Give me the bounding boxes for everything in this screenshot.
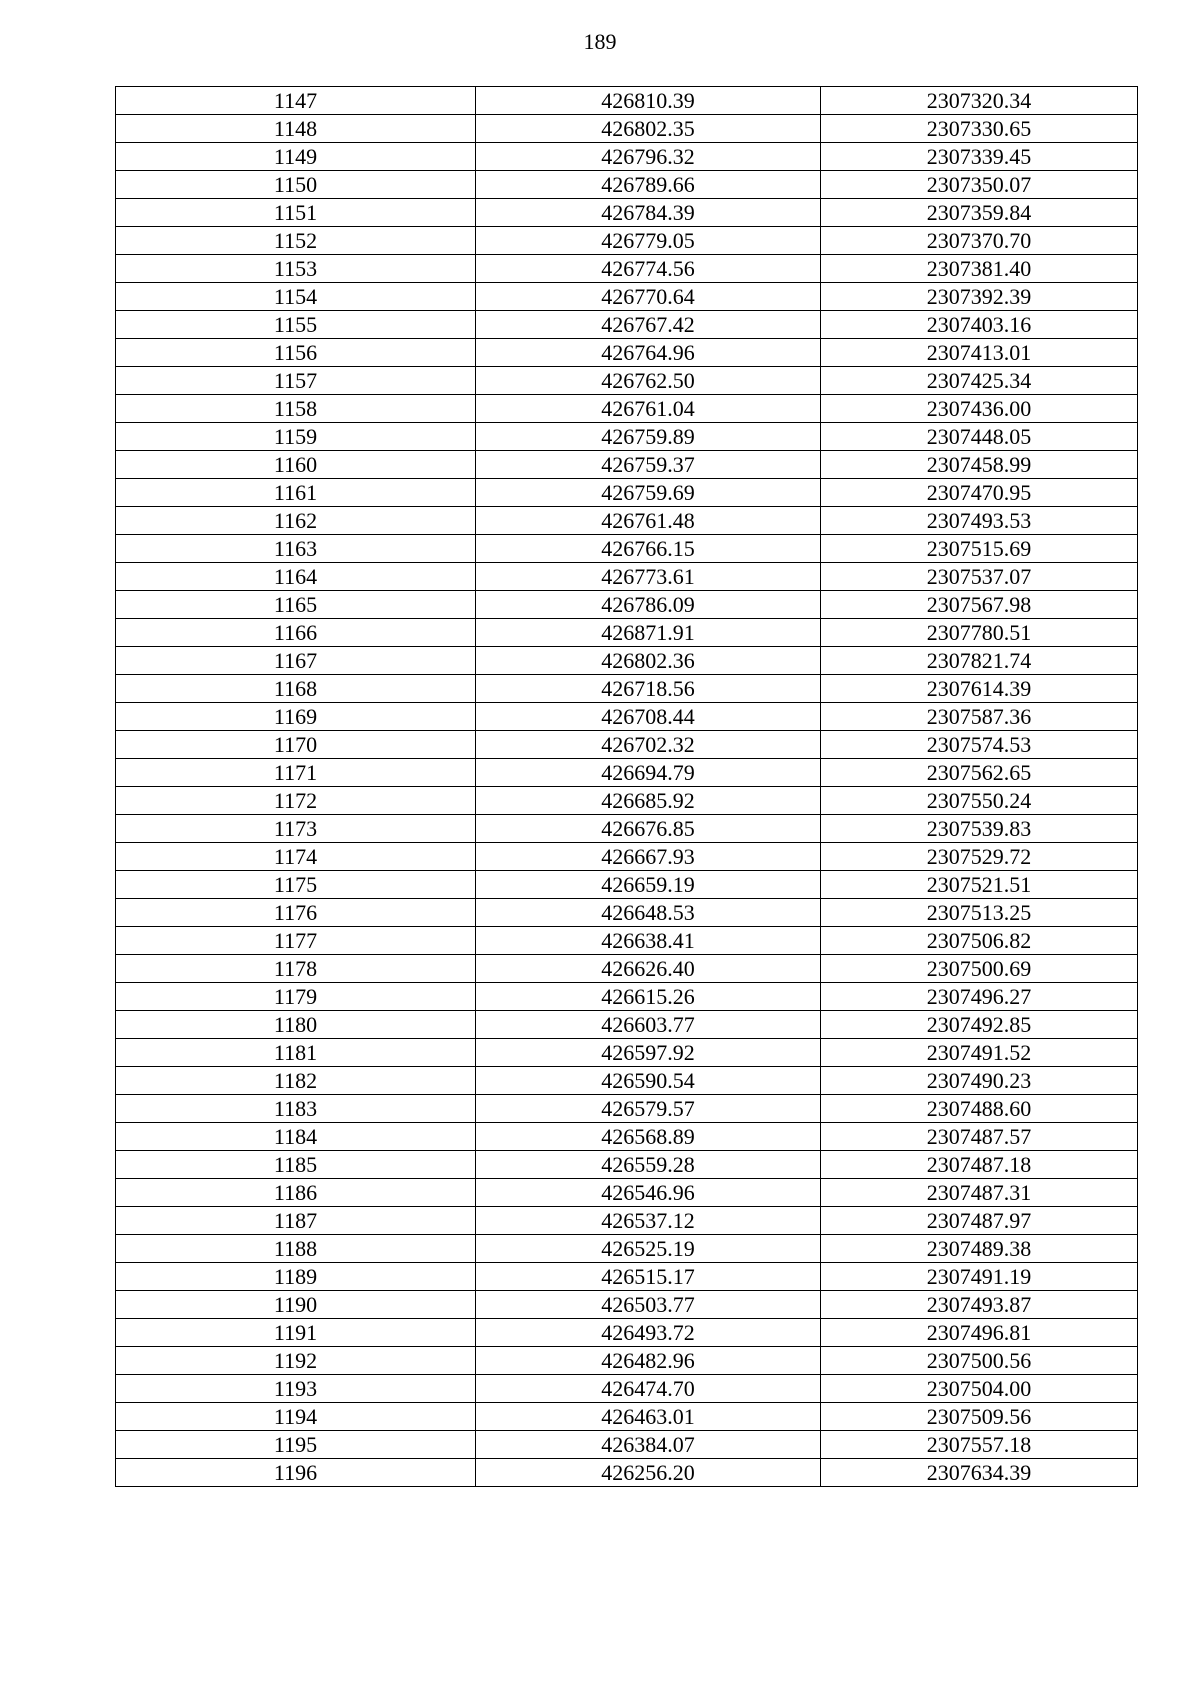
x-coordinate-cell: 426568.89 [476,1123,821,1151]
table-row [116,451,1138,479]
point-number-cell: 1151 [116,199,476,227]
table-row [116,115,1138,143]
table-row [116,423,1138,451]
x-coordinate-cell: 426767.42 [476,311,821,339]
y-coordinate-cell: 2307513.25 [821,899,1138,927]
point-number-cell: 1170 [116,731,476,759]
table-row [116,339,1138,367]
y-coordinate-cell: 2307614.39 [821,675,1138,703]
table-row [116,955,1138,983]
y-coordinate-cell: 2307506.82 [821,927,1138,955]
x-coordinate-cell: 426761.48 [476,507,821,535]
y-coordinate-cell: 2307567.98 [821,591,1138,619]
y-coordinate-cell: 2307487.31 [821,1179,1138,1207]
point-number-cell: 1179 [116,983,476,1011]
x-coordinate-cell: 426784.39 [476,199,821,227]
table-row [116,1179,1138,1207]
point-number-cell: 1173 [116,815,476,843]
point-number-cell: 1189 [116,1263,476,1291]
y-coordinate-cell: 2307491.52 [821,1039,1138,1067]
point-number-cell: 1162 [116,507,476,535]
y-coordinate-cell: 2307587.36 [821,703,1138,731]
x-coordinate-cell: 426770.64 [476,283,821,311]
y-coordinate-cell: 2307515.69 [821,535,1138,563]
point-number-cell: 1165 [116,591,476,619]
x-coordinate-cell: 426615.26 [476,983,821,1011]
table-row [116,731,1138,759]
point-number-cell: 1191 [116,1319,476,1347]
x-coordinate-cell: 426597.92 [476,1039,821,1067]
point-number-cell: 1177 [116,927,476,955]
x-coordinate-cell: 426759.69 [476,479,821,507]
table-row [116,311,1138,339]
x-coordinate-cell: 426810.39 [476,87,821,115]
y-coordinate-cell: 2307403.16 [821,311,1138,339]
point-number-cell: 1182 [116,1067,476,1095]
table-row [116,283,1138,311]
y-coordinate-cell: 2307490.23 [821,1067,1138,1095]
point-number-cell: 1190 [116,1291,476,1319]
point-number-cell: 1195 [116,1431,476,1459]
y-coordinate-cell: 2307539.83 [821,815,1138,843]
x-coordinate-cell: 426764.96 [476,339,821,367]
table-row [116,1403,1138,1431]
point-number-cell: 1167 [116,647,476,675]
point-number-cell: 1160 [116,451,476,479]
x-coordinate-cell: 426559.28 [476,1151,821,1179]
y-coordinate-cell: 2307458.99 [821,451,1138,479]
x-coordinate-cell: 426546.96 [476,1179,821,1207]
y-coordinate-cell: 2307487.57 [821,1123,1138,1151]
point-number-cell: 1193 [116,1375,476,1403]
table-row [116,1459,1138,1487]
x-coordinate-cell: 426525.19 [476,1235,821,1263]
x-coordinate-cell: 426759.89 [476,423,821,451]
y-coordinate-cell: 2307339.45 [821,143,1138,171]
y-coordinate-cell: 2307488.60 [821,1095,1138,1123]
point-number-cell: 1187 [116,1207,476,1235]
point-number-cell: 1153 [116,255,476,283]
table-row [116,927,1138,955]
table-row [116,1375,1138,1403]
y-coordinate-cell: 2307491.19 [821,1263,1138,1291]
y-coordinate-cell: 2307359.84 [821,199,1138,227]
y-coordinate-cell: 2307500.56 [821,1347,1138,1375]
point-number-cell: 1196 [116,1459,476,1487]
x-coordinate-cell: 426676.85 [476,815,821,843]
point-number-cell: 1185 [116,1151,476,1179]
point-number-cell: 1175 [116,871,476,899]
point-number-cell: 1154 [116,283,476,311]
y-coordinate-cell: 2307370.70 [821,227,1138,255]
table-row [116,1123,1138,1151]
table-row [116,1235,1138,1263]
table-row [116,591,1138,619]
x-coordinate-cell: 426761.04 [476,395,821,423]
y-coordinate-cell: 2307634.39 [821,1459,1138,1487]
y-coordinate-cell: 2307489.38 [821,1235,1138,1263]
x-coordinate-cell: 426786.09 [476,591,821,619]
x-coordinate-cell: 426503.77 [476,1291,821,1319]
y-coordinate-cell: 2307574.53 [821,731,1138,759]
table-row [116,227,1138,255]
y-coordinate-cell: 2307496.27 [821,983,1138,1011]
point-number-cell: 1157 [116,367,476,395]
point-number-cell: 1172 [116,787,476,815]
x-coordinate-cell: 426659.19 [476,871,821,899]
table-row [116,1291,1138,1319]
table-row [116,787,1138,815]
table-row [116,675,1138,703]
y-coordinate-cell: 2307350.07 [821,171,1138,199]
point-number-cell: 1192 [116,1347,476,1375]
point-number-cell: 1164 [116,563,476,591]
x-coordinate-cell: 426708.44 [476,703,821,731]
table-row [116,871,1138,899]
y-coordinate-cell: 2307496.81 [821,1319,1138,1347]
point-number-cell: 1161 [116,479,476,507]
x-coordinate-cell: 426762.50 [476,367,821,395]
table-row [116,1011,1138,1039]
table-row [116,1347,1138,1375]
table-row [116,1095,1138,1123]
coordinates-table [115,86,1138,1487]
y-coordinate-cell: 2307557.18 [821,1431,1138,1459]
y-coordinate-cell: 2307529.72 [821,843,1138,871]
x-coordinate-cell: 426802.35 [476,115,821,143]
table-row [116,1039,1138,1067]
table-row [116,1067,1138,1095]
table-row [116,703,1138,731]
x-coordinate-cell: 426648.53 [476,899,821,927]
coordinates-table-body [116,87,1138,1487]
y-coordinate-cell: 2307448.05 [821,423,1138,451]
table-row [116,507,1138,535]
table-row [116,1207,1138,1235]
y-coordinate-cell: 2307487.18 [821,1151,1138,1179]
table-row [116,815,1138,843]
table-row [116,1151,1138,1179]
point-number-cell: 1169 [116,703,476,731]
y-coordinate-cell: 2307425.34 [821,367,1138,395]
table-row [116,759,1138,787]
table-row [116,647,1138,675]
point-number-cell: 1178 [116,955,476,983]
y-coordinate-cell: 2307436.00 [821,395,1138,423]
point-number-cell: 1152 [116,227,476,255]
y-coordinate-cell: 2307493.87 [821,1291,1138,1319]
table-row [116,843,1138,871]
x-coordinate-cell: 426774.56 [476,255,821,283]
y-coordinate-cell: 2307381.40 [821,255,1138,283]
point-number-cell: 1180 [116,1011,476,1039]
point-number-cell: 1163 [116,535,476,563]
point-number-cell: 1183 [116,1095,476,1123]
x-coordinate-cell: 426603.77 [476,1011,821,1039]
table-row [116,619,1138,647]
table-row [116,983,1138,1011]
y-coordinate-cell: 2307537.07 [821,563,1138,591]
point-number-cell: 1155 [116,311,476,339]
y-coordinate-cell: 2307504.00 [821,1375,1138,1403]
x-coordinate-cell: 426515.17 [476,1263,821,1291]
x-coordinate-cell: 426796.32 [476,143,821,171]
table-row [116,367,1138,395]
x-coordinate-cell: 426474.70 [476,1375,821,1403]
x-coordinate-cell: 426579.57 [476,1095,821,1123]
y-coordinate-cell: 2307500.69 [821,955,1138,983]
table-row [116,535,1138,563]
point-number-cell: 1176 [116,899,476,927]
point-number-cell: 1174 [116,843,476,871]
y-coordinate-cell: 2307550.24 [821,787,1138,815]
point-number-cell: 1158 [116,395,476,423]
point-number-cell: 1194 [116,1403,476,1431]
y-coordinate-cell: 2307493.53 [821,507,1138,535]
x-coordinate-cell: 426626.40 [476,955,821,983]
y-coordinate-cell: 2307780.51 [821,619,1138,647]
y-coordinate-cell: 2307392.39 [821,283,1138,311]
y-coordinate-cell: 2307562.65 [821,759,1138,787]
y-coordinate-cell: 2307487.97 [821,1207,1138,1235]
x-coordinate-cell: 426667.93 [476,843,821,871]
table-row [116,171,1138,199]
x-coordinate-cell: 426482.96 [476,1347,821,1375]
y-coordinate-cell: 2307509.56 [821,1403,1138,1431]
y-coordinate-cell: 2307470.95 [821,479,1138,507]
table-row [116,143,1138,171]
x-coordinate-cell: 426802.36 [476,647,821,675]
x-coordinate-cell: 426685.92 [476,787,821,815]
x-coordinate-cell: 426537.12 [476,1207,821,1235]
point-number-cell: 1148 [116,115,476,143]
x-coordinate-cell: 426384.07 [476,1431,821,1459]
table-row [116,899,1138,927]
point-number-cell: 1186 [116,1179,476,1207]
point-number-cell: 1147 [116,87,476,115]
x-coordinate-cell: 426759.37 [476,451,821,479]
y-coordinate-cell: 2307320.34 [821,87,1138,115]
table-row [116,1263,1138,1291]
table-row [116,395,1138,423]
table-row [116,563,1138,591]
point-number-cell: 1184 [116,1123,476,1151]
table-row [116,1431,1138,1459]
table-row [116,1319,1138,1347]
point-number-cell: 1156 [116,339,476,367]
table-row [116,479,1138,507]
table-row [116,199,1138,227]
y-coordinate-cell: 2307821.74 [821,647,1138,675]
y-coordinate-cell: 2307521.51 [821,871,1138,899]
x-coordinate-cell: 426638.41 [476,927,821,955]
point-number-cell: 1188 [116,1235,476,1263]
x-coordinate-cell: 426779.05 [476,227,821,255]
x-coordinate-cell: 426871.91 [476,619,821,647]
point-number-cell: 1150 [116,171,476,199]
point-number-cell: 1171 [116,759,476,787]
x-coordinate-cell: 426493.72 [476,1319,821,1347]
point-number-cell: 1166 [116,619,476,647]
x-coordinate-cell: 426256.20 [476,1459,821,1487]
x-coordinate-cell: 426789.66 [476,171,821,199]
y-coordinate-cell: 2307330.65 [821,115,1138,143]
x-coordinate-cell: 426766.15 [476,535,821,563]
point-number-cell: 1159 [116,423,476,451]
x-coordinate-cell: 426463.01 [476,1403,821,1431]
point-number-cell: 1181 [116,1039,476,1067]
y-coordinate-cell: 2307492.85 [821,1011,1138,1039]
x-coordinate-cell: 426590.54 [476,1067,821,1095]
page-number: 189 [583,29,617,54]
x-coordinate-cell: 426773.61 [476,563,821,591]
x-coordinate-cell: 426702.32 [476,731,821,759]
table-row [116,87,1138,115]
y-coordinate-cell: 2307413.01 [821,339,1138,367]
x-coordinate-cell: 426718.56 [476,675,821,703]
x-coordinate-cell: 426694.79 [476,759,821,787]
table-row [116,255,1138,283]
point-number-cell: 1149 [116,143,476,171]
point-number-cell: 1168 [116,675,476,703]
